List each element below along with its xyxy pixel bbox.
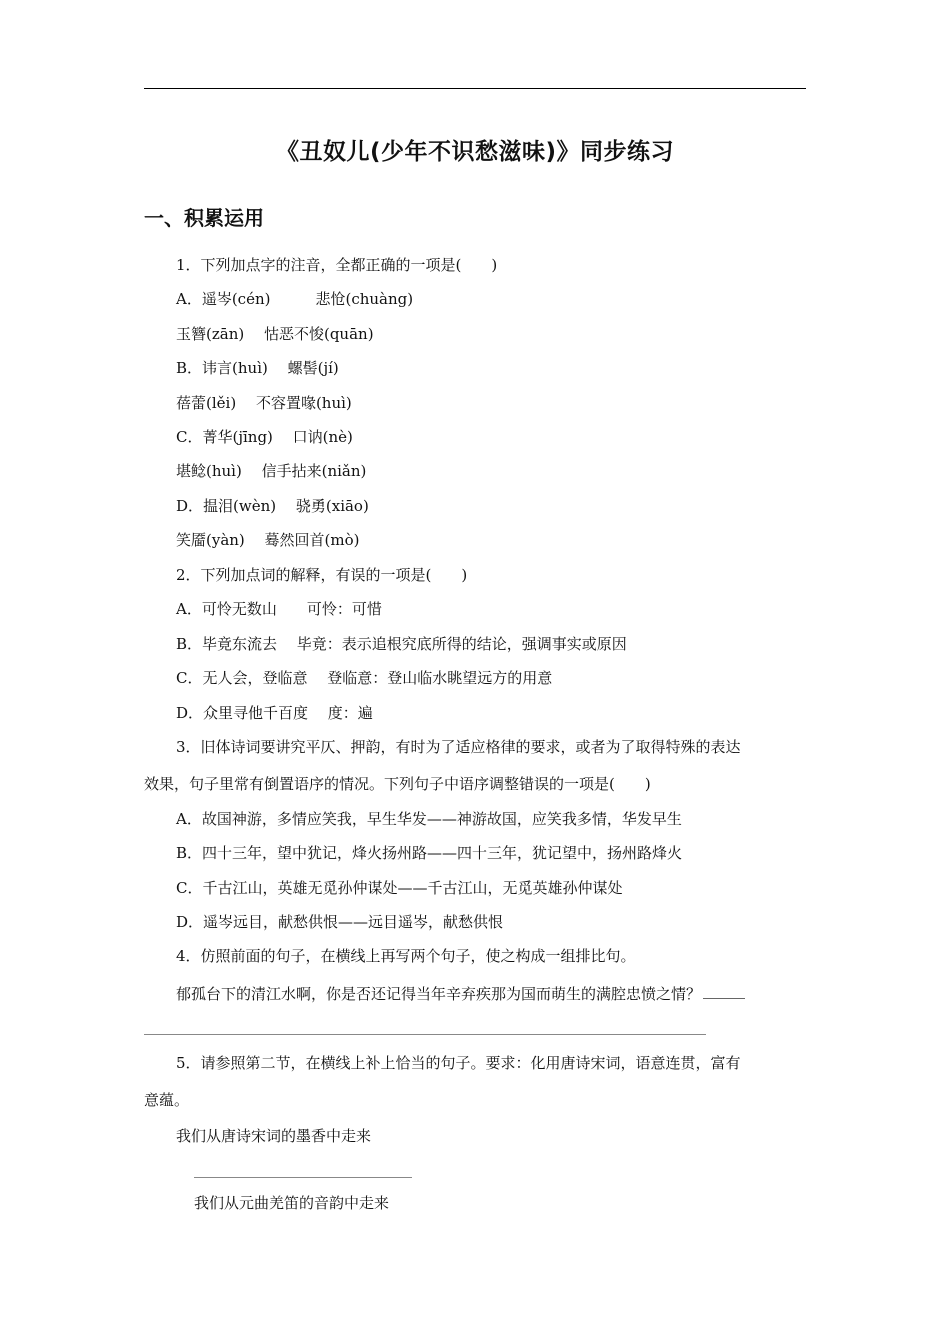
q2-option-d: D．众里寻他千百度 度：遍	[176, 704, 373, 722]
q5-line-1: 我们从唐诗宋词的墨香中走来	[176, 1127, 372, 1145]
q1-option-a-cont: 玉簪(zān) 怙恶不悛(quān)	[176, 325, 374, 343]
q5-line-2: 我们从元曲羌笛的音韵中走来	[194, 1194, 390, 1212]
section-heading: 一、积累运用	[144, 206, 264, 230]
q5-answer-line[interactable]	[194, 1177, 412, 1178]
q2-option-c: C．无人会，登临意 登临意：登山临水眺望远方的用意	[176, 669, 553, 687]
q3-option-a: A．故国神游，多情应笑我，早生华发——神游故国，应笑我多情，华发早生	[176, 810, 682, 828]
top-rule	[144, 88, 806, 89]
q1-option-a: A．遥岑(cén) 悲怆(chuàng)	[176, 290, 414, 308]
q3-option-d: D．遥岑远目，献愁供恨——远目遥岑，献愁供恨	[176, 913, 504, 931]
q4-line	[176, 984, 745, 1004]
q3-option-c: C．千古江山，英雄无觅孙仲谋处——千古江山，无觅英雄孙仲谋处	[176, 879, 623, 897]
q5-stem-cont: 意蕴。	[144, 1091, 190, 1109]
q4-answer-blank[interactable]	[703, 984, 745, 999]
q5-stem: 5．请参照第二节，在横线上补上恰当的句子。要求：化用唐诗宋词，语意连贯，富有	[176, 1054, 741, 1072]
q1-option-d-cont: 笑靥(yàn) 蓦然回首(mò)	[176, 531, 360, 549]
q1-option-c: C．菁华(jīng) 口讷(nè)	[176, 428, 353, 446]
q1-option-b-cont: 蓓蕾(lěi) 不容置喙(huì)	[176, 394, 352, 412]
q1-option-b: B．讳言(huì) 螺髻(jí)	[176, 359, 339, 377]
q3-stem-cont: 效果，句子里常有倒置语序的情况。下列句子中语序调整错误的一项是( )	[144, 775, 651, 793]
q3-stem: 3．旧体诗词要讲究平仄、押韵，有时为了适应格律的要求，或者为了取得特殊的表达	[176, 738, 741, 756]
q2-option-b: B．毕竟东流去 毕竟：表示追根究底所得的结论，强调事实或原因	[176, 635, 627, 653]
q3-option-b: B．四十三年，望中犹记，烽火扬州路——四十三年，犹记望中，扬州路烽火	[176, 844, 683, 862]
page-title: 《丑奴儿(少年不识愁滋味)》同步练习	[275, 139, 675, 165]
q2-stem: 2．下列加点词的解释，有误的一项是( )	[176, 566, 468, 584]
q1-option-d: D．揾泪(wèn) 骁勇(xiāo)	[176, 497, 369, 515]
q1-stem: 1．下列加点字的注音，全都正确的一项是( )	[176, 256, 498, 274]
q4-line-text: 郁孤台下的清江水啊，你是否还记得当年辛弃疾那为国而萌生的满腔忠愤之情？	[176, 985, 702, 1003]
q1-option-c-cont: 堪鲶(huì) 信手拈来(niǎn)	[176, 462, 367, 480]
q4-stem: 4．仿照前面的句子，在横线上再写两个句子，使之构成一组排比句。	[176, 947, 636, 965]
q4-answer-line[interactable]	[144, 1034, 706, 1035]
q2-option-a: A．可怜无数山 可怜：可惜	[176, 600, 382, 618]
